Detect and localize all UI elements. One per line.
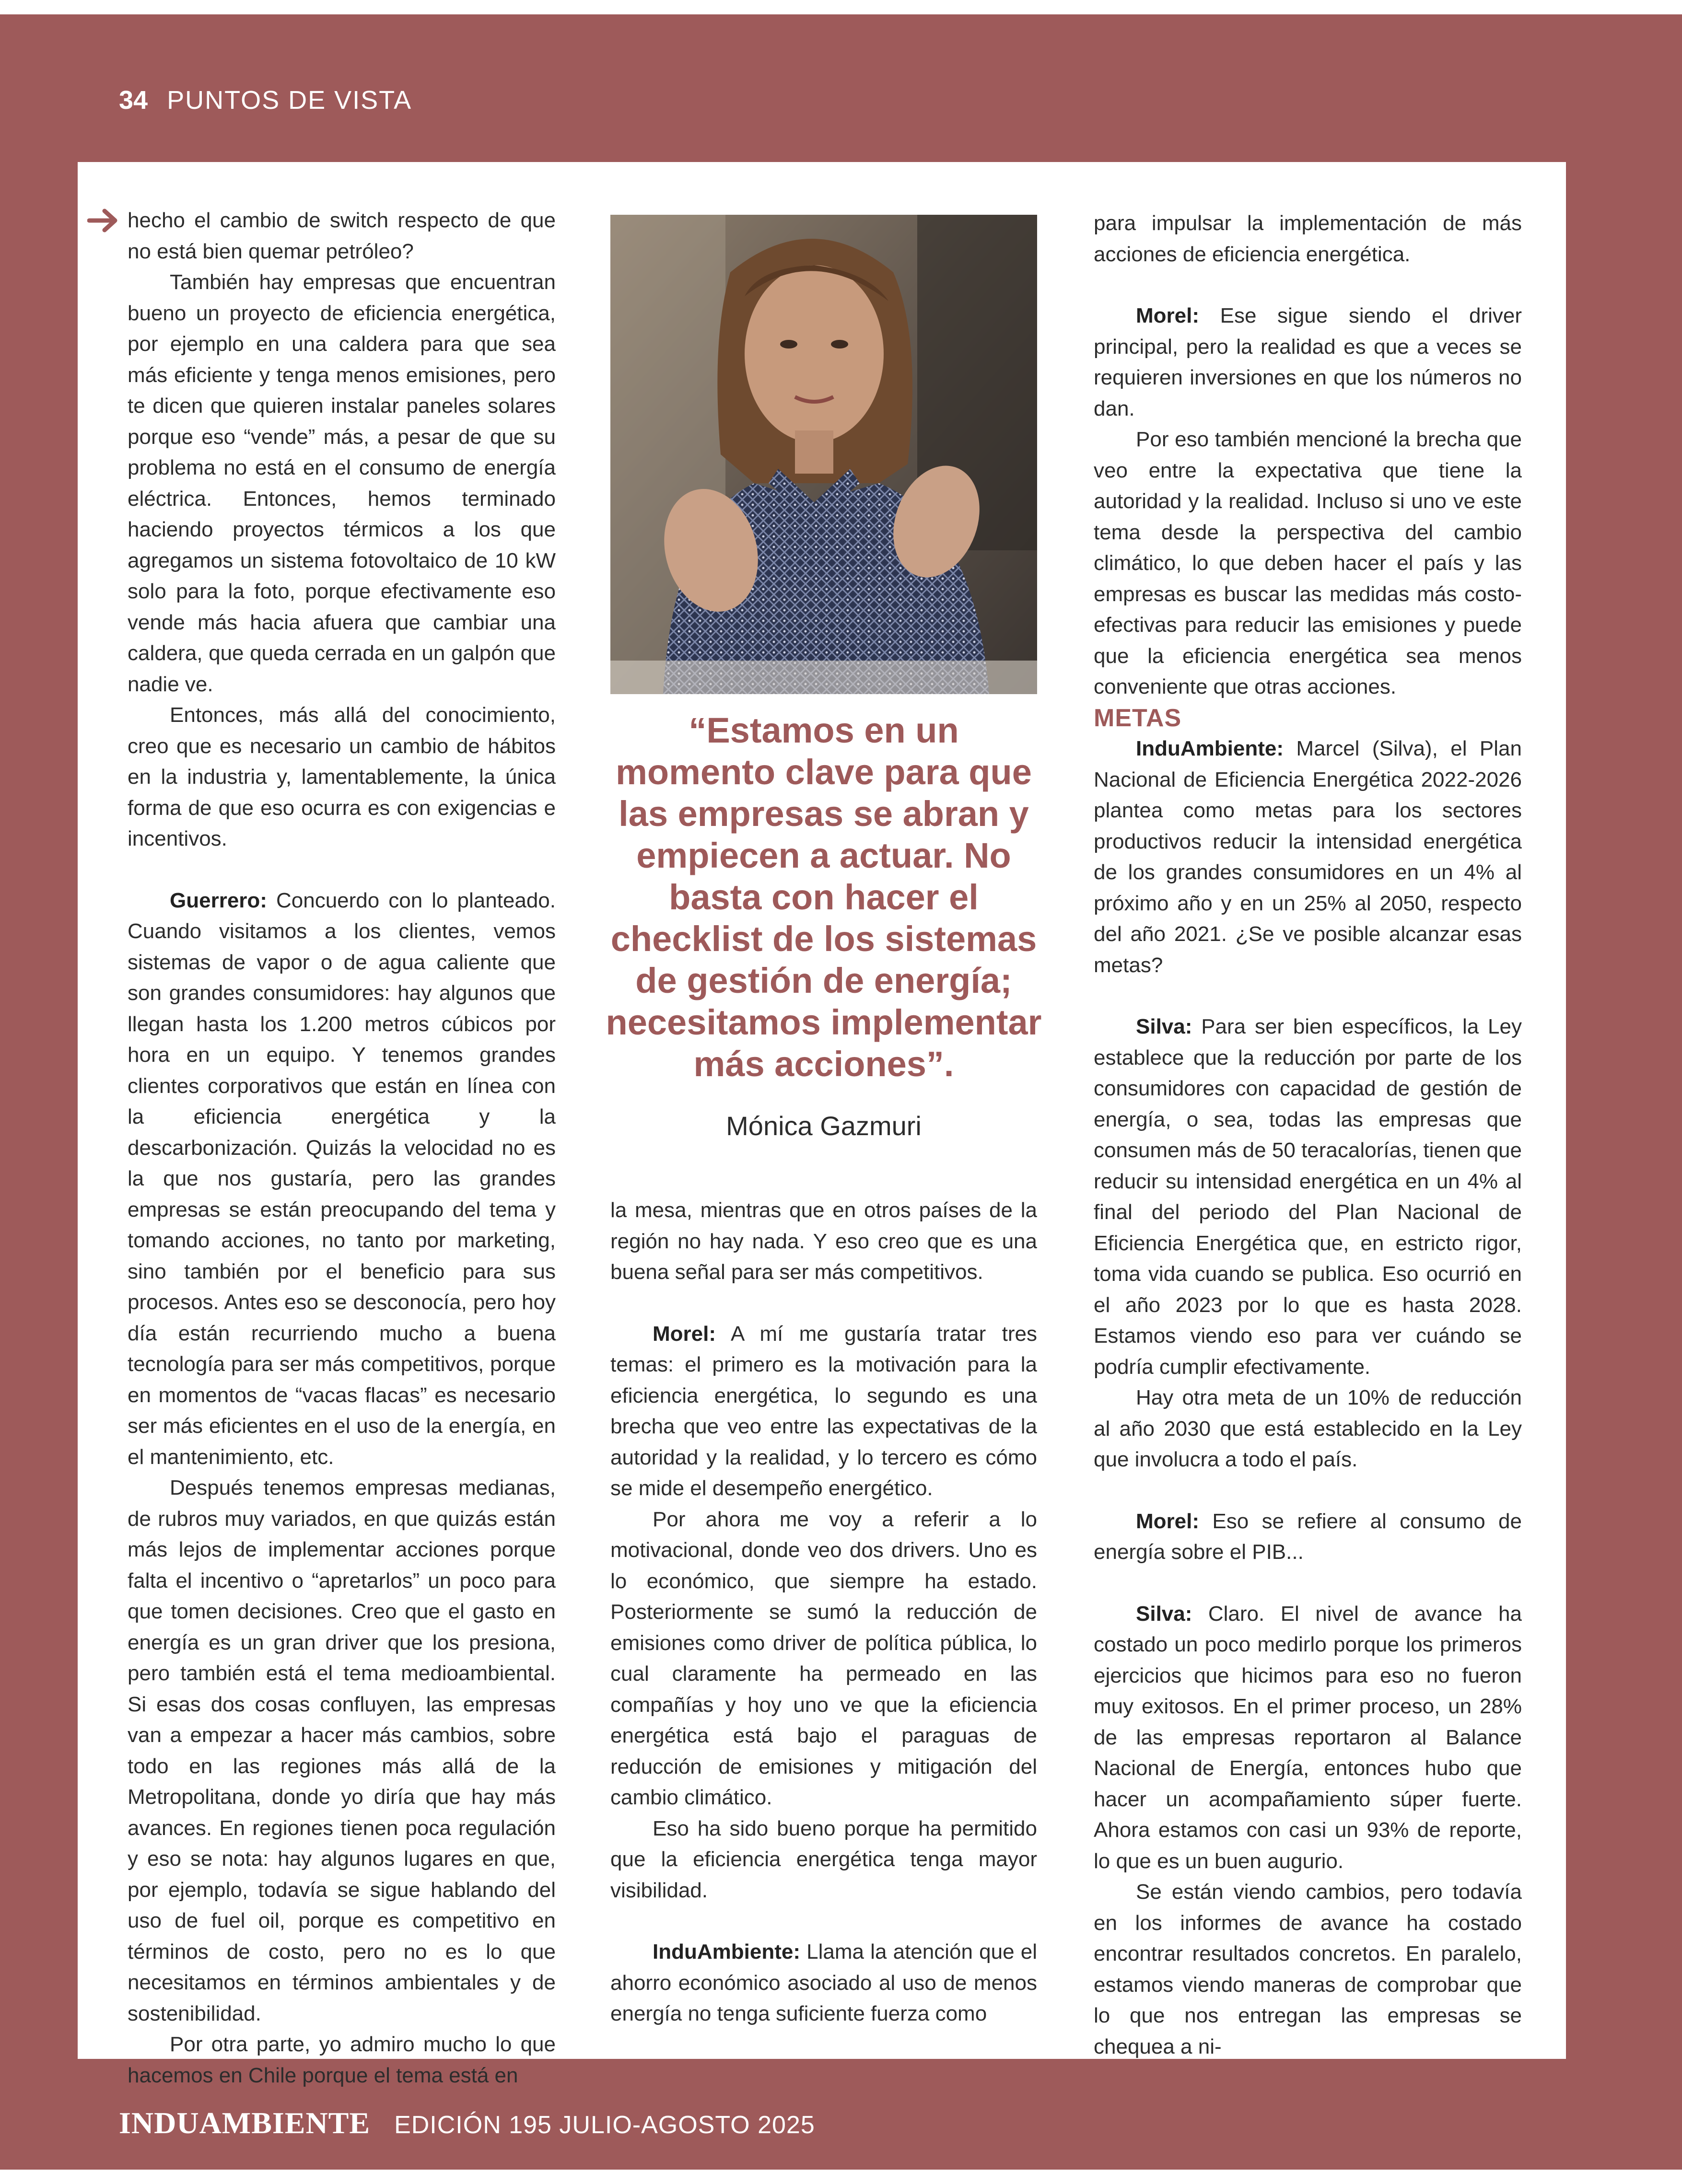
column-3: [1094, 208, 1522, 2062]
paragraph-text: Eso se refiere al consumo de energía sobre el PIB...: [1094, 1509, 1522, 1564]
column-2: [610, 1195, 1037, 2030]
paragraph: Eso ha sido bueno porque ha permitido que la eficiencia energética tenga mayor visibilidad.: [610, 1816, 1037, 1902]
paragraph: hecho el cambio de switch respecto de que no está bien quemar petróleo?: [128, 209, 556, 263]
paragraph: la mesa, mientras que en otros países de la región no hay nada. Y eso creo que es una buena señal para ser más competitivos.: [610, 1198, 1037, 1284]
speaker-label: Morel:: [1136, 1509, 1199, 1533]
article-panel: [78, 162, 1566, 2087]
paragraph: También hay empresas que encuentran bueno un proyecto de eficiencia energética, por ejemplo en una caldera para que sea más eficiente y tenga menos emisiones, pero te dicen que quieren instalar paneles solares porque eso “vende” más, a pesar de que su problema no está en el consumo de energía eléctrica. Entonces, hemos terminado haciendo proyectos térmicos a los que agregamos un sistema fotovoltaico de 10 kW solo para la foto, porque efectivamente eso vende más hacia afuera que cambiar una caldera, que queda cerrada en un galpón que nadie ve.: [128, 270, 556, 696]
continue-arrow-icon: [87, 206, 121, 235]
section-title: PUNTOS DE VISTA: [167, 86, 412, 115]
paragraph: Por otra parte, yo admiro mucho lo que hacemos en Chile porque el tema está en: [128, 2033, 556, 2087]
paragraph: [1094, 733, 1522, 981]
edition-info: EDICIÓN 195 JULIO-AGOSTO 2025: [394, 2111, 815, 2139]
paragraph-text: Ese sigue siendo el driver principal, pero la realidad es que a veces se requieren inversiones en que los números no dan.: [1094, 304, 1522, 420]
paragraph: Hay otra meta de un 10% de reducción al año 2030 que está establecido en la Ley que involucra a todo el país.: [1094, 1386, 1522, 1471]
paragraph: Después tenemos empresas medianas, de rubros muy variados, en que quizás están más lejos de implementar acciones porque falta el incentivo o “apretarlos” un poco para que tomen decisiones. Creo que el gasto en energía es un gran driver que los presiona, pero también está el tema medioambiental. Si esas dos cosas confluyen, las empresas van a empezar a hacer más cambios, sobre todo en las regiones más allá de la Metropolitana, donde yo diría que hay más avances. En regiones tienen poca regulación y eso se nota: hay algunos lugares en que, por ejemplo, todavía se sigue hablando del uso de fuel oil, porque es competitivo en términos de costo, pero no es lo que necesitamos en términos ambientales y de sostenibilidad.: [128, 1476, 556, 2025]
paragraph: Se están viendo cambios, pero todavía en los informes de avance ha costado encontrar resultados concretos. En paralelo, estamos viendo maneras de comprobar que lo que nos entregan las empresas se chequea a ni-: [1094, 1880, 1522, 2058]
speaker-label: InduAmbiente:: [653, 1940, 800, 1963]
paragraph: [1094, 1506, 1522, 1568]
magazine-logo: INDUAMBIENTE: [119, 2106, 371, 2140]
column-1: [128, 205, 556, 2091]
speaker-label: Guerrero:: [170, 888, 267, 912]
page-number: 34: [119, 86, 148, 115]
paragraph-text: Para ser bien específicos, la Ley establece que la reducción por parte de los consumidores con capacidad de gestión de energía, o sea, todas las empresas que consumen más de 50 teracalorías, tienen que reducir su intensidad energética en un 4% al final del periodo del Plan Nacional de Eficiencia Energética que, en estricto rigor, toma vida cuando se publica. Eso ocurrió en el año 2023 por lo que es hasta 2028. Estamos viendo eso para ver cuándo se podría cumplir efectivamente.: [1094, 1015, 1522, 1379]
speaker-label: Morel:: [1136, 304, 1199, 327]
paragraph: Entonces, más allá del conocimiento, creo que es necesario un cambio de hábitos en la industria y, lamentablemente, la única forma de que eso ocurra es con exigencias e incentivos.: [128, 703, 556, 850]
paragraph: [1094, 1599, 1522, 1877]
paragraph: [128, 885, 556, 1473]
paragraph: [1094, 301, 1522, 424]
paragraph: [610, 1937, 1037, 2030]
speaker-label: Morel:: [653, 1322, 716, 1346]
subheading: METAS: [1094, 704, 1182, 732]
paragraph-text: A mí me gustaría tratar tres temas: el primero es la motivación para la eficiencia energética, lo segundo es una brecha que veo entre las expectativas de la autoridad y la realidad, y lo tercero es cómo se mide el desempeño energético.: [610, 1322, 1037, 1500]
paragraph: para impulsar la implementación de más acciones de eficiencia energética.: [1094, 211, 1522, 266]
interviewee-photo: [610, 215, 1037, 694]
pull-quote-author: Mónica Gazmuri: [726, 1111, 922, 1141]
paragraph-text: Concuerdo con lo planteado. Cuando visitamos a los clientes, vemos sistemas de vapor o de agua caliente que son grandes consumidores: hay algunos que llegan hasta los 1.200 metros cúbicos por hora en un equipo. Y tenemos grandes clientes corporativos que están en línea con la eficiencia energética y la descarbonización. Quizás la velocidad no es la que nos gustaría, pero las grandes empresas se están preocupando del tema y tomando acciones, no tanto por marketing, sino también por el beneficio para sus procesos. Antes eso se desconocía, pero hoy día están recurriendo mucho a buena tecnología para ser más competitivos, porque en momentos de “vacas flacas” es necesario ser más eficientes en el uso de la energía, en el mantenimiento, etc.: [128, 888, 556, 1469]
paragraph-text: Claro. El nivel de avance ha costado un poco medirlo porque los primeros ejercicios que hicimos para eso no fueron muy exitosos. En el primer proceso, un 28% de las empresas reportaron al Balance Nacional de Energía, entonces hubo que hacer un acompañamiento súper fuerte. Ahora estamos con casi un 93% de reporte, lo que es un buen augurio.: [1094, 1602, 1522, 1873]
page-header: [119, 85, 412, 124]
pull-quote: “Estamos en un momento clave para que las empresas se abran y empiecen a actuar. No basta con hacer el checklist de los sistemas de gestión de energía; necesitamos implementar más acciones”.: [606, 710, 1042, 1084]
speaker-label: InduAmbiente:: [1136, 737, 1284, 760]
page-footer: [119, 2105, 815, 2141]
portrait-image: [610, 215, 1037, 694]
paragraph: [1094, 1011, 1522, 1382]
paragraph: Por ahora me voy a referir a lo motivacional, donde veo dos drivers. Uno es lo económico, que siempre ha estado. Posteriormente se sumó la reducción de emisiones como driver de política pública, lo cual claramente ha permeado en las compañías y hoy uno ve que la eficiencia energética está bajo el paraguas de reducción de emisiones y mitigación del cambio climático.: [610, 1507, 1037, 1809]
paragraph: [610, 1319, 1037, 1504]
paragraph: Por eso también mencioné la brecha que veo entre la expectativa que tiene la autoridad y la realidad. Incluso si uno ve este tema desde la perspectiva del cambio climático, lo que deben hacer el país y las empresas es buscar las medidas más costo-efectivas para reducir las emisiones y puede que la eficiencia energética sea menos conveniente que otras acciones.: [1094, 428, 1522, 698]
paragraph-text: Llama la atención que el ahorro económico asociado al uso de menos energía no tenga suficiente fuerza como: [610, 1940, 1037, 2025]
paragraph-text: Marcel (Silva), el Plan Nacional de Eficiencia Energética 2022-2026 plantea como metas para los sectores productivos reducir la intensidad energética de los grandes consumidores en un 4% al próximo año y en un 25% al 2050, respecto del año 2021. ¿Se ve posible alcanzar esas metas?: [1094, 737, 1522, 977]
speaker-label: Silva:: [1136, 1015, 1192, 1038]
speaker-label: Silva:: [1136, 1602, 1192, 1626]
